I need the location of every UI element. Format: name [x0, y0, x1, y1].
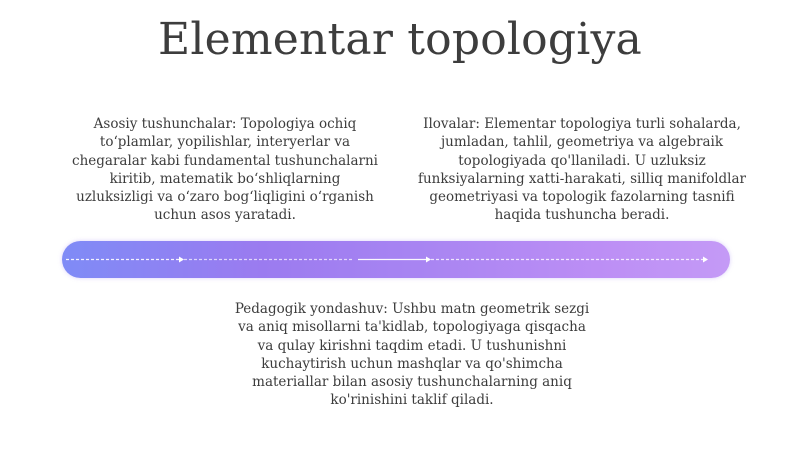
timeline-arrowhead-2 — [426, 257, 431, 263]
note-applications: Ilovalar: Elementar topologiya turli sohalarda, jumladan, tahlil, geometriya va algebraik topologiyada qo'llaniladi. U uzluksiz funksiyalarning xatti-harakati, silliq manifoldlar geometriyasi va topologik fazolarning tasnifi haqida tushuncha beradi. — [417, 116, 747, 224]
timeline-bar — [62, 241, 730, 278]
note-pedagogy: Pedagogik yondashuv: Ushbu matn geometrik sezgi va aniq misollarni ta'kidlab, topologiyaga qisqacha va qulay kirishni taqdim etadi. U tushunishni kuchaytirish uchun mashqlar va qo'shimcha materiallar bilan asosiy tushunchalarning aniq ko'rinishini taklif qiladi. — [234, 301, 590, 409]
page-title: Elementar topologiya — [158, 14, 642, 65]
timeline-arrowhead-1 — [179, 257, 184, 263]
timeline-arrowhead-3 — [703, 257, 708, 263]
timeline-arrows — [62, 241, 730, 278]
note-core-concepts: Asosiy tushunchalar: Topologiya ochiq to‘plamlar, yopilishlar, interyerlar va chegaralar kabi fundamental tushunchalarni kiritib, matematik bo‘shliqlarning uzluksizligi va o‘zaro bog‘liqligini o‘rganish uchun asos yaratadi. — [72, 116, 378, 224]
